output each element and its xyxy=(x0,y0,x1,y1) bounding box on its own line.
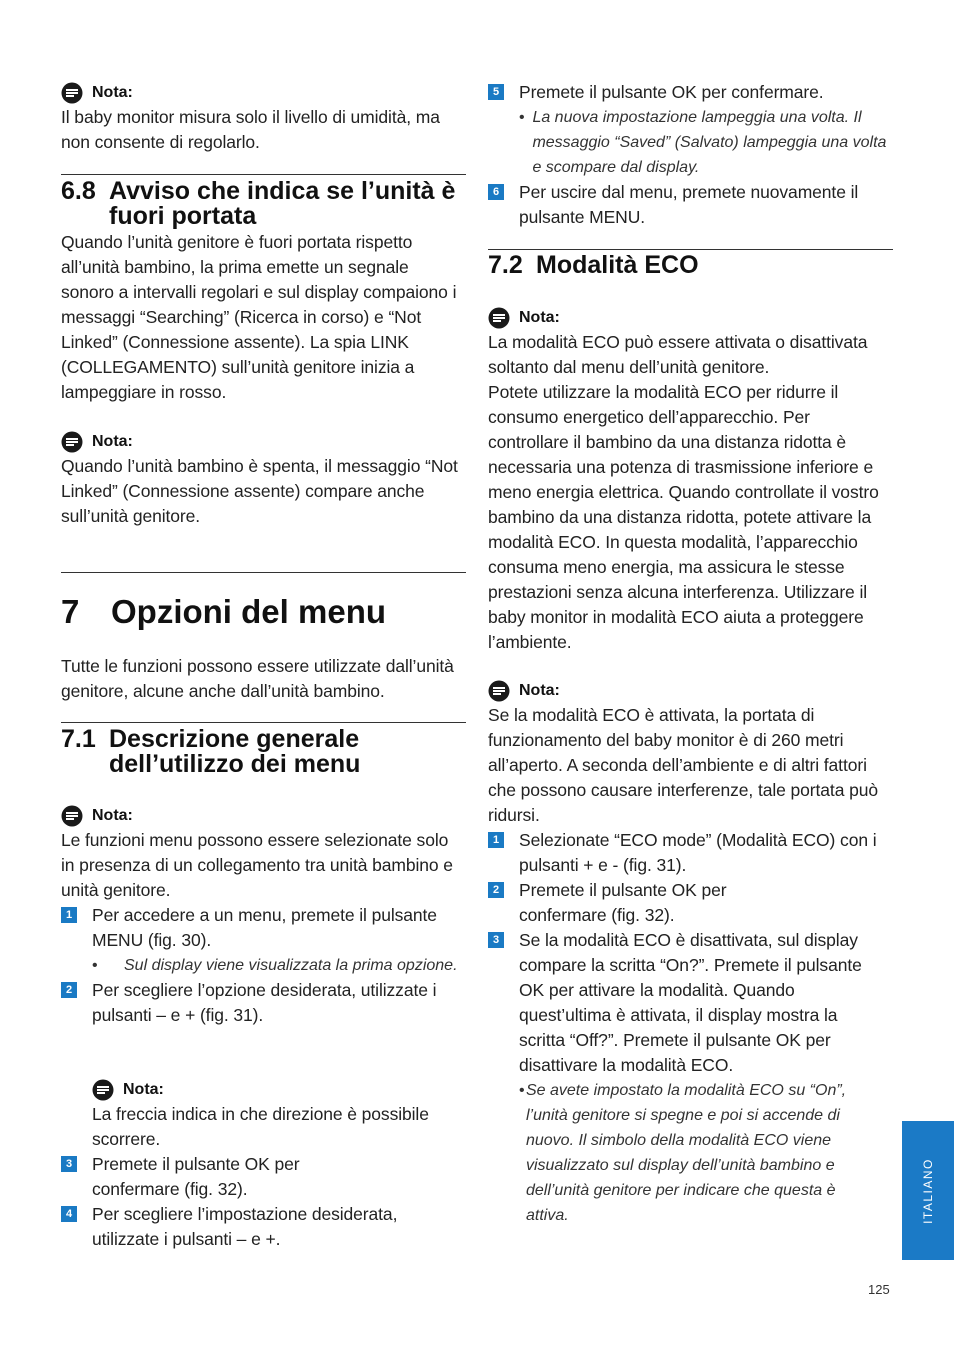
step-item xyxy=(61,978,466,1028)
note-heading xyxy=(92,1077,466,1102)
step-number-badge: 2 xyxy=(61,982,77,998)
note-block xyxy=(61,80,466,155)
bullet-text: La nuova impostazione lampeggia una volta. Il messaggio “Saved” (Salvato) lampeggia una volta e scompare dal display. xyxy=(532,109,887,176)
section-number: 7.2 xyxy=(488,251,523,279)
section-rule xyxy=(488,249,893,250)
note-label: Nota: xyxy=(92,807,133,824)
step-item xyxy=(488,828,893,878)
step-number-badge: 4 xyxy=(61,1206,77,1222)
page-number: 125 xyxy=(868,1282,890,1297)
step-item xyxy=(61,903,466,953)
bullet-marker: • xyxy=(519,109,525,126)
note-icon xyxy=(61,805,83,827)
note-block xyxy=(61,429,466,529)
note-heading xyxy=(61,80,466,105)
note-text: Quando l’unità bambino è spenta, il messaggio “Not Linked” (Connessione assente) compare anche sull’unità genitore. xyxy=(61,456,458,526)
note-label: Nota: xyxy=(92,433,133,450)
paragraph: Quando l’unità genitore è fuori portata rispetto all’unità bambino, la prima emette un segnale sonoro a intervalli regolari e sul display compaiono i messaggi “Searching” (Ricerca in corso) e “Not Linked” (Connessione assente). La spia LINK (COLLEGAMENTO) sull’unità genitore inizia a lampeggiare in rosso. xyxy=(61,232,457,402)
step-text: Per scegliere l’impostazione desiderata, utilizzate i pulsanti – e +. xyxy=(92,1204,398,1249)
bullet-text: Se avete impostato la modalità ECO su “On”, l’unità genitore si spegne e poi si accende di nuovo. Il simbolo della modalità ECO viene visualizzato sul display dell’unità bambino e dell’unità genitore per indicare che questa è attiva. xyxy=(525,1082,847,1224)
section-rule xyxy=(61,174,466,175)
note-icon xyxy=(92,1079,114,1101)
note-text: Se la modalità ECO è attivata, la portata di funzionamento del baby monitor è di 260 metri all’aperto. A seconda dell’ambiente e di altri fattori che possono causare interferenze, tale portata può ridursi. xyxy=(488,705,878,825)
note-text: La modalità ECO può essere attivata o disattivata soltanto dal menu dell’unità genitore. xyxy=(488,332,868,377)
step-item xyxy=(488,80,893,105)
section-heading-7-2 xyxy=(488,253,893,278)
chapter-intro xyxy=(61,654,466,704)
note-heading xyxy=(488,305,893,330)
note-text: La freccia indica in che direzione è possibile scorrere. xyxy=(92,1104,429,1149)
note-icon xyxy=(61,431,83,453)
section-title: Descrizione generale dell’utilizzo dei menu xyxy=(109,725,361,778)
note-text: Le funzioni menu possono essere selezionate solo in presenza di un collegamento tra unità bambino e unità genitore. xyxy=(61,830,453,900)
step-text: Premete il pulsante OK per confermare (fig. 32). xyxy=(92,1154,300,1199)
note-block xyxy=(488,678,893,828)
section-number: 7.1 xyxy=(61,725,96,753)
note-heading xyxy=(488,678,893,703)
note-icon xyxy=(61,82,83,104)
note-icon xyxy=(488,680,510,702)
chapter-rule xyxy=(61,572,466,573)
language-side-tab xyxy=(902,1121,954,1260)
step-number-badge: 1 xyxy=(488,832,504,848)
note-block xyxy=(61,803,466,903)
bullet-text: Sul display viene visualizzata la prima opzione. xyxy=(124,957,458,974)
section-title: Modalità ECO xyxy=(536,251,699,279)
step-number-badge: 1 xyxy=(61,907,77,923)
section-number: 6.8 xyxy=(61,177,96,205)
section-heading-6-8 xyxy=(61,179,466,229)
note-label: Nota: xyxy=(519,309,560,326)
section-body xyxy=(61,230,466,405)
bullet-marker: • xyxy=(519,1082,525,1099)
note-text: Il baby monitor misura solo il livello di umidità, ma non consente di regolarlo. xyxy=(61,107,440,152)
chapter-heading xyxy=(61,592,466,632)
language-label: ITALIANO xyxy=(921,1157,935,1224)
bullet-item xyxy=(519,1078,879,1228)
steps-list xyxy=(61,903,466,1028)
bullet-item xyxy=(519,105,893,180)
step-item xyxy=(488,928,868,1078)
steps-list xyxy=(61,1152,466,1252)
note-heading xyxy=(61,803,466,828)
note-icon xyxy=(488,307,510,329)
bullet-item xyxy=(92,953,466,978)
note-heading xyxy=(61,429,466,454)
note-block xyxy=(92,1077,466,1152)
note-block xyxy=(488,305,893,655)
step-item xyxy=(488,180,893,230)
step-text: Premete il pulsante OK per confermare (fig. 32). xyxy=(519,880,727,925)
step-number-badge: 3 xyxy=(488,932,504,948)
steps-list xyxy=(488,80,893,230)
section-title: Avviso che indica se l’unità è fuori portata xyxy=(109,177,456,230)
note-label: Nota: xyxy=(123,1081,164,1098)
step-text: Per uscire dal menu, premete nuovamente il pulsante MENU. xyxy=(519,182,859,227)
step-number-badge: 6 xyxy=(488,184,504,200)
step-number-badge: 2 xyxy=(488,882,504,898)
chapter-title: Opzioni del menu xyxy=(111,593,387,630)
note-label: Nota: xyxy=(519,682,560,699)
section-heading-7-1 xyxy=(61,727,466,777)
step-text: Premete il pulsante OK per confermare. xyxy=(519,82,824,102)
step-item xyxy=(61,1152,351,1202)
step-text: Selezionate “ECO mode” (Modalità ECO) con i pulsanti + e - (fig. 31). xyxy=(519,830,877,875)
note-label: Nota: xyxy=(92,84,133,101)
step-text: Se la modalità ECO è disattivata, sul display compare la scritta “On?”. Premete il pulsante OK per attivare la modalità. Quando quest’ultima è attivata, il display mostra la scritta “Off?”. Premete il pulsante OK per disattivare la modalità ECO. xyxy=(519,930,862,1075)
step-text: Per accedere a un menu, premete il pulsante MENU (fig. 30). xyxy=(92,905,437,950)
step-text: Per scegliere l’opzione desiderata, utilizzate i pulsanti – e + (fig. 31). xyxy=(92,980,437,1025)
step-item xyxy=(61,1202,421,1252)
step-item xyxy=(488,878,778,928)
paragraph: Tutte le funzioni possono essere utilizzate dall’unità genitore, alcune anche dall’unità bambino. xyxy=(61,656,454,701)
steps-list xyxy=(488,828,893,1228)
paragraph: Potete utilizzare la modalità ECO per ridurre il consumo energetico dell’apparecchio. Per controllare il bambino da una distanza ridotta è necessaria una potenza di trasmissione inferiore e meno energia elettrica. Quando controllate il vostro bambino da una distanza ridotta, potete attivare la modalità ECO. In questa modalità, l’apparecchio consuma meno energia, ma assicura le stesse prestazioni senza alcuna interferenza. Utilizzare il baby monitor in modalità ECO aiuta a proteggere l’ambiente. xyxy=(488,382,879,652)
section-rule xyxy=(61,722,466,723)
chapter-number: 7 xyxy=(61,593,80,630)
step-number-badge: 5 xyxy=(488,84,504,100)
step-number-badge: 3 xyxy=(61,1156,77,1172)
bullet-marker: • xyxy=(92,957,98,974)
